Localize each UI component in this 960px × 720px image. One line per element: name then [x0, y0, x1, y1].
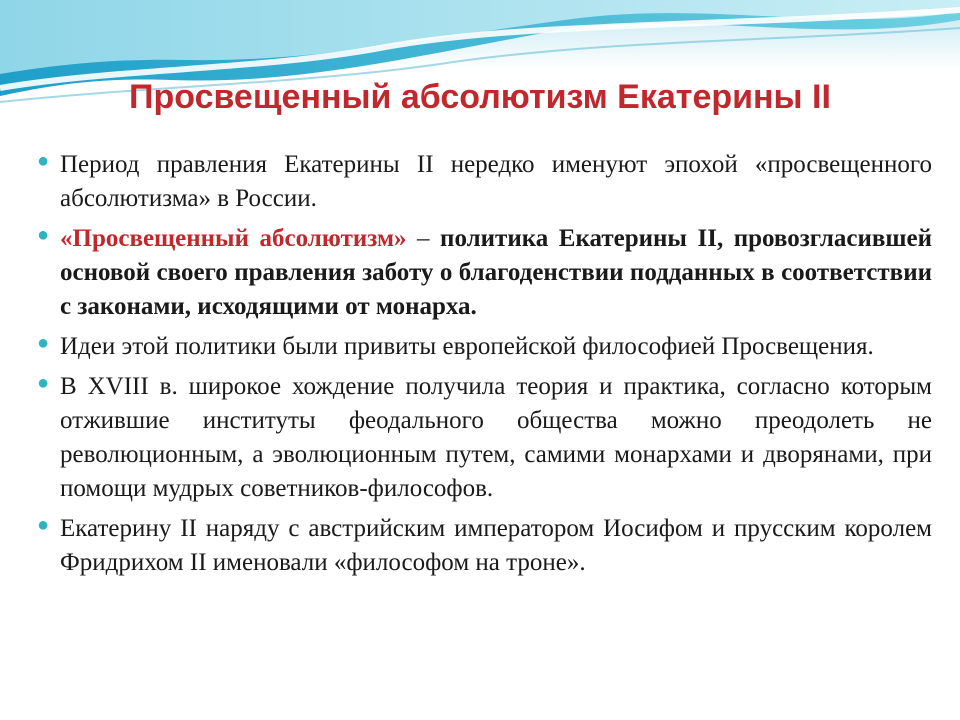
bullet-icon: ●	[37, 150, 50, 172]
bullet-icon: ●	[37, 224, 50, 246]
term-definition: политика Екатерины II, провозгласившей основой своего правления заботу о благоденствии подданных в соответствии с законами, исходящими от монарха.	[60, 225, 932, 320]
list-item	[36, 370, 932, 506]
bullet-icon: ●	[37, 332, 50, 354]
bullet-icon: ●	[37, 372, 50, 394]
list-item	[36, 330, 932, 364]
term-highlight: «Просвещенный абсолютизм»	[60, 225, 407, 252]
item-text: В XVIII в. широкое хождение получила теория и практика, согласно которым отжившие институты феодального общества можно преодолеть не революционным, а эволюционным путем, самими монархами и дворянами, при помощи мудрых советников-философов.	[60, 373, 932, 502]
list-item	[36, 148, 932, 216]
term-dash: –	[406, 225, 441, 252]
bullet-list	[36, 148, 932, 586]
list-item	[36, 222, 932, 324]
bullet-icon: ●	[37, 514, 50, 536]
item-text: Идеи этой политики были привиты европейской философией Просвещения.	[60, 333, 874, 360]
item-text: Период правления Екатерины II нередко именуют эпохой «просвещенного абсолютизма» в России.	[60, 151, 932, 212]
item-text: Екатерину II наряду с австрийским императором Иосифом и прусским королем Фридрихом II именовали «философом на троне».	[60, 515, 932, 576]
list-item	[36, 512, 932, 580]
slide-title: Просвещенный абсолютизм Екатерины II	[129, 78, 831, 116]
